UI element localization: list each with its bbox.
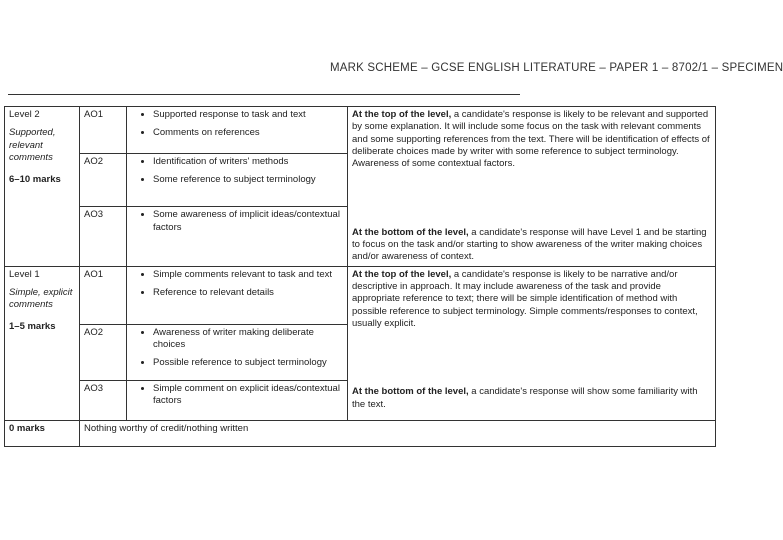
level1-marks: 1–5 marks	[9, 321, 56, 333]
zero-marks-row	[5, 420, 716, 446]
zero-marks-label: 0 marks	[5, 420, 80, 446]
level1-title: Level 1	[9, 268, 40, 280]
criteria-item: • Simple comments relevant to task and text	[153, 269, 343, 281]
level2-ao1-label: AO1	[80, 107, 127, 154]
level2-ao2-label: AO2	[80, 154, 127, 207]
level2-top-description: At the top of the level, a candidate's response is likely to be relevant and supported by some explanation. It will include some focus on the task with relevant comments and some supporting references from the text. There will be identification of effects of deliberate choices made by writer with some reference to subject terminology. Awareness of some contextual factors.	[352, 109, 710, 170]
level1-label-cell	[5, 266, 80, 420]
level1-ao1-row	[5, 266, 716, 324]
level1-ao2-label: AO2	[80, 324, 127, 380]
criteria-item: • Reference to relevant details	[153, 287, 343, 299]
criteria-item: • Some awareness of implicit ideas/contextual factors	[153, 209, 343, 234]
level2-label-cell	[5, 107, 80, 267]
criteria-item: • Some reference to subject terminology	[153, 174, 343, 186]
level1-top-description: At the top of the level, a candidate's response is likely to be narrative and/or descriptive in approach. It may include awareness of the task and provide appropriate reference to text; there will be simple identification of method with possible reference to subject terminology. Simple comments/responses to context, usually explicit.	[352, 268, 698, 330]
level1-ao2-criteria	[127, 324, 348, 380]
level2-ao2-criteria	[127, 154, 348, 207]
level1-ao1-criteria	[127, 266, 348, 324]
criteria-item: • Possible reference to subject terminology	[153, 357, 343, 369]
level1-bottom-description: At the bottom of the level, a candidate's response will show some familiarity with the text.	[352, 386, 698, 410]
level1-descriptor: Simple, explicit comments	[9, 287, 73, 311]
level2-descriptor: Supported, relevant comments	[9, 127, 56, 164]
level2-description	[348, 107, 716, 267]
level2-ao1-criteria	[127, 107, 348, 154]
criteria-item: • Simple comment on explicit ideas/contextual factors	[153, 383, 343, 408]
level2-ao1-row	[5, 107, 716, 154]
level1-ao1-label: AO1	[80, 266, 127, 324]
criteria-item: • Supported response to task and text	[153, 109, 343, 121]
level2-ao3-criteria	[127, 207, 348, 266]
level1-description	[348, 266, 716, 420]
criteria-item: • Awareness of writer making deliberate choices	[153, 327, 343, 352]
page-header-title: MARK SCHEME – GCSE ENGLISH LITERATURE – PAPER 1 – 8702/1 – SPECIMEN	[330, 62, 783, 74]
level1-ao3-label: AO3	[80, 380, 127, 420]
level2-bottom-description: At the bottom of the level, a candidate's response will have Level 1 and be starting to focus on the task and/or starting to show awareness of the writer making choices and/or awareness of context.	[352, 226, 707, 263]
zero-marks-text: Nothing worthy of credit/nothing written	[80, 420, 716, 446]
mark-scheme-table	[4, 106, 716, 447]
level2-title: Level 2	[9, 109, 40, 120]
criteria-item: • Identification of writers' methods	[153, 156, 343, 168]
level1-ao3-criteria	[127, 380, 348, 420]
level2-ao3-label: AO3	[80, 207, 127, 266]
criteria-item: • Comments on references	[153, 127, 343, 139]
header-divider	[8, 94, 520, 95]
level2-marks: 6–10 marks	[9, 173, 61, 185]
